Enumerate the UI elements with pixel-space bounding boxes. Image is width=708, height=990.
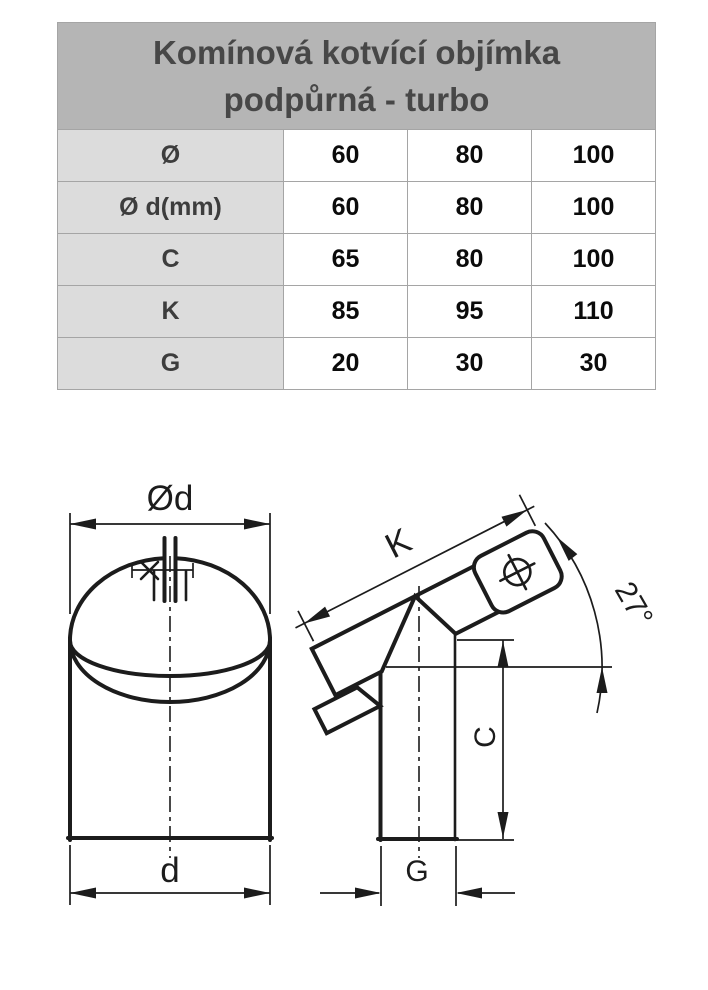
side-view bbox=[256, 463, 659, 906]
front-view-top-diameter-label: Ød bbox=[146, 479, 194, 518]
table-row-d bbox=[58, 182, 656, 234]
front-view-bottom-diameter-label: d bbox=[160, 851, 180, 890]
arrowhead bbox=[355, 888, 381, 899]
cell-d-80: 80 bbox=[408, 182, 532, 234]
cell-c-2: 80 bbox=[408, 234, 532, 286]
front-view bbox=[68, 479, 272, 905]
arrowhead bbox=[244, 888, 270, 899]
cell-k-1: 85 bbox=[284, 286, 408, 338]
row-label-k: K bbox=[58, 286, 284, 338]
table-title bbox=[58, 23, 656, 130]
cell-k-2: 95 bbox=[408, 286, 532, 338]
arrowhead bbox=[456, 888, 482, 899]
cell-g-3: 30 bbox=[532, 338, 656, 390]
row-label-g: G bbox=[58, 338, 284, 390]
cell-diameter-80: 80 bbox=[408, 130, 532, 182]
arrowhead bbox=[70, 519, 96, 530]
table-title-row bbox=[58, 23, 656, 130]
table-title-line1: Komínová kotvící objímka bbox=[152, 33, 561, 71]
side-view-angle-label: 27° bbox=[607, 576, 660, 633]
cell-g-2: 30 bbox=[408, 338, 532, 390]
spec-table bbox=[57, 22, 656, 390]
cell-diameter-60: 60 bbox=[284, 130, 408, 182]
cell-c-1: 65 bbox=[284, 234, 408, 286]
side-view-length-label: K bbox=[379, 520, 418, 567]
cell-d-60: 60 bbox=[284, 182, 408, 234]
table-row-c bbox=[58, 234, 656, 286]
cell-d-100: 100 bbox=[532, 182, 656, 234]
table-row-g bbox=[58, 338, 656, 390]
arrowhead bbox=[498, 812, 509, 838]
arrowhead bbox=[553, 534, 578, 561]
row-label-d: Ø d(mm) bbox=[58, 182, 284, 234]
cell-c-3: 100 bbox=[532, 234, 656, 286]
table-row-diameter bbox=[58, 130, 656, 182]
technical-drawing bbox=[0, 434, 708, 990]
table-title-line2: podpůrná - turbo bbox=[223, 81, 490, 118]
side-view-width-label: G bbox=[405, 855, 429, 888]
arrowhead bbox=[597, 667, 608, 693]
cell-diameter-100: 100 bbox=[532, 130, 656, 182]
side-view-height-label: C bbox=[469, 726, 502, 748]
arrowhead bbox=[498, 641, 509, 667]
cell-g-1: 20 bbox=[284, 338, 408, 390]
table-row-k bbox=[58, 286, 656, 338]
cell-k-3: 110 bbox=[532, 286, 656, 338]
row-label-diameter: Ø bbox=[58, 130, 284, 182]
row-label-c: C bbox=[58, 234, 284, 286]
arrowhead bbox=[244, 519, 270, 530]
strap-fill bbox=[382, 660, 453, 838]
arrowhead bbox=[70, 888, 96, 899]
